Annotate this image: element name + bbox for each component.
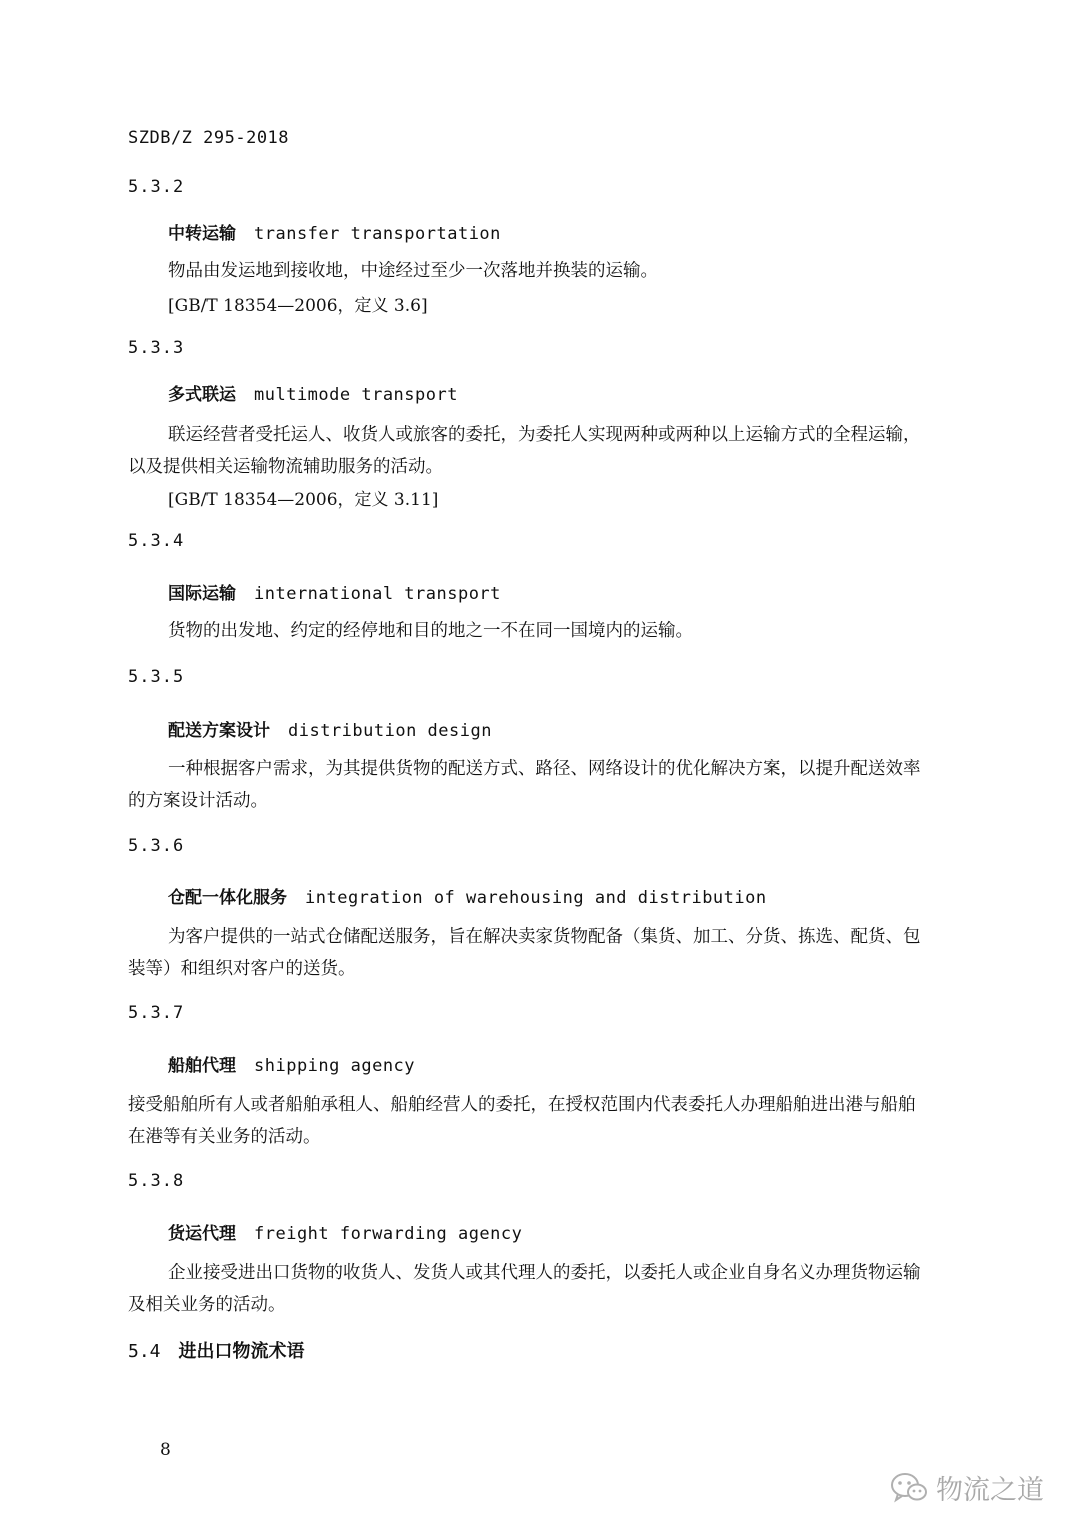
definition-line: 及相关业务的活动。	[128, 1295, 286, 1315]
definition-line: 企业接受进出口货物的收货人、发货人或其代理人的委托，以委托人或企业自身名义办理货物运输	[168, 1263, 921, 1283]
definition-line: 在港等有关业务的活动。	[128, 1127, 321, 1147]
definition-line: 一种根据客户需求，为其提供货物的配送方式、路径、网络设计的优化解决方案，以提升配送效率	[168, 759, 921, 779]
definition-line: 联运经营者受托运人、收货人或旅客的委托，为委托人实现两种或两种以上运输方式的全程运输，	[168, 425, 921, 445]
document-code: SZDB/Z 295-2018	[128, 128, 290, 148]
clause-number: 5.3.5	[128, 667, 185, 687]
definition-line: 接受船舶所有人或者船舶承租人、船舶经营人的委托，在授权范围内代表委托人办理船舶进出港与船舶	[128, 1095, 916, 1115]
term-chinese: 多式联运	[168, 385, 236, 405]
definition-line: 为客户提供的一站式仓储配送服务，旨在解决卖家货物配备（集货、加工、分货、拣选、配货、包	[168, 927, 921, 947]
definition-line: 货物的出发地、约定的经停地和目的地之一不在同一国境内的运输。	[168, 621, 693, 641]
term-english: integration of warehousing and distribution	[305, 888, 767, 908]
term-heading	[168, 579, 501, 604]
term-chinese: 国际运输	[168, 584, 236, 604]
definition-line: 的方案设计活动。	[128, 791, 268, 811]
section-number: 5.4	[128, 1341, 161, 1362]
term-english: shipping agency	[254, 1056, 416, 1076]
section-heading	[128, 1337, 305, 1363]
term-heading	[168, 219, 501, 244]
clause-number: 5.3.8	[128, 1171, 185, 1191]
term-english: transfer transportation	[254, 224, 501, 244]
watermark	[890, 1468, 1044, 1507]
term-english: distribution design	[288, 721, 492, 741]
term-heading	[168, 380, 458, 405]
term-chinese: 货运代理	[168, 1224, 236, 1244]
reference: [GB/T 18354—2006，定义 3.11]	[168, 490, 439, 510]
wechat-icon	[890, 1471, 928, 1505]
definition-line: 物品由发运地到接收地，中途经过至少一次落地并换装的运输。	[168, 261, 658, 281]
term-english: multimode transport	[254, 385, 458, 405]
clause-number: 5.3.2	[128, 177, 185, 197]
term-english: international transport	[254, 584, 501, 604]
definition-line: 以及提供相关运输物流辅助服务的活动。	[128, 457, 443, 477]
term-chinese: 中转运输	[168, 224, 236, 244]
term-chinese: 配送方案设计	[168, 721, 270, 741]
clause-number: 5.3.4	[128, 531, 185, 551]
section-title: 进出口物流术语	[178, 1341, 305, 1362]
reference: [GB/T 18354—2006，定义 3.6]	[168, 296, 428, 316]
term-chinese: 船舶代理	[168, 1056, 236, 1076]
term-heading	[168, 883, 767, 908]
term-heading	[168, 1051, 415, 1076]
watermark-text: 物流之道	[936, 1475, 1044, 1506]
page-number: 8	[160, 1440, 171, 1460]
term-english: freight forwarding agency	[254, 1224, 523, 1244]
clause-number: 5.3.3	[128, 338, 185, 358]
clause-number: 5.3.6	[128, 836, 185, 856]
term-chinese: 仓配一体化服务	[168, 888, 287, 908]
clause-number: 5.3.7	[128, 1003, 185, 1023]
term-heading	[168, 716, 492, 741]
term-heading	[168, 1219, 522, 1244]
definition-line: 装等）和组织对客户的送货。	[128, 959, 356, 979]
